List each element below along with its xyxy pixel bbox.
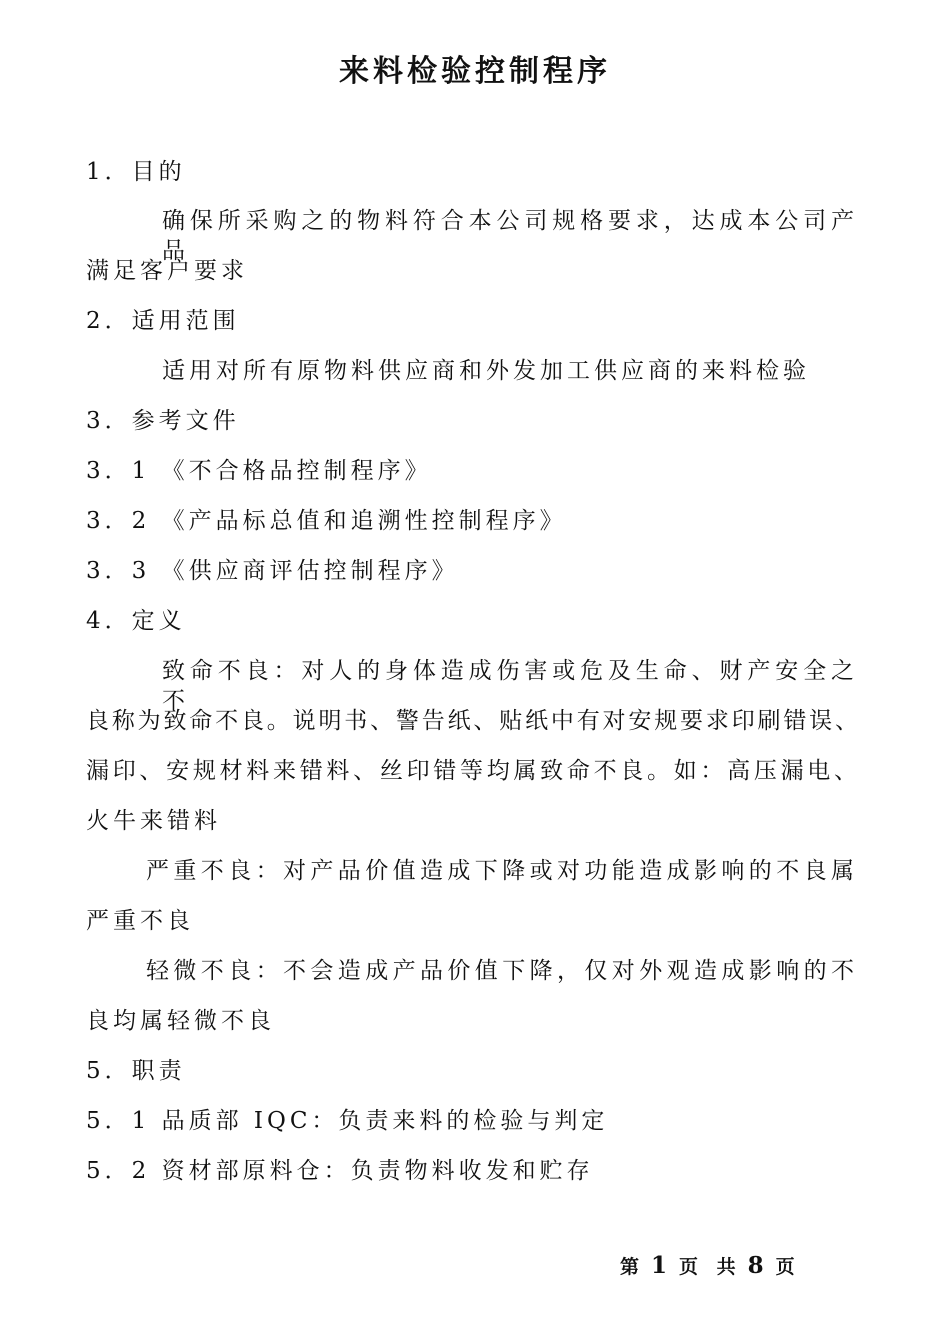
reference-item: 3．1 《不合格品控制程序》 [86, 458, 432, 484]
section-heading-responsibilities: 5．职责 [86, 1058, 186, 1084]
document-title: 来料检验控制程序 [339, 54, 611, 89]
section-heading-scope: 2．适用范围 [86, 308, 240, 334]
footer-prefix: 第 [620, 1256, 646, 1278]
paragraph-line: 确保所采购之的物料符合本公司规格要求，达成本公司产品 [162, 208, 858, 264]
paragraph-line: 适用对所有原物料供应商和外发加工供应商的来料检验 [162, 358, 810, 384]
footer-current-page: 1 [651, 1252, 674, 1279]
responsibility-item: 5．1 品质部 IQC：负责来料的检验与判定 [86, 1108, 609, 1134]
section-heading-references: 3．参考文件 [86, 408, 240, 434]
footer-middle: 页 共 [679, 1256, 742, 1278]
responsibility-item: 5．2 资材部原料仓：负责物料收发和贮存 [86, 1158, 594, 1184]
section-heading-definitions: 4．定义 [86, 608, 186, 634]
paragraph-line: 严重不良 [86, 908, 194, 934]
paragraph-line: 轻微不良：不会造成产品价值下降，仅对外观造成影响的不 [146, 958, 858, 984]
section-heading-purpose: 1．目的 [86, 159, 186, 185]
page-number-footer [620, 1252, 801, 1279]
paragraph-line: 火牛来错料 [86, 808, 221, 834]
paragraph-line: 致命不良：对人的身体造成伤害或危及生命、财产安全之不 [162, 658, 858, 714]
footer-suffix: 页 [775, 1256, 801, 1278]
paragraph-line: 严重不良：对产品价值造成下降或对功能造成影响的不良属 [146, 858, 858, 884]
reference-item: 3．3 《供应商评估控制程序》 [86, 558, 459, 584]
paragraph-line: 良均属轻微不良 [86, 1008, 275, 1034]
paragraph-line: 漏印、安规材料来错料、丝印错等均属致命不良。如：高压漏电、 [86, 758, 858, 784]
paragraph-line: 满足客户要求 [86, 258, 248, 284]
reference-item: 3．2 《产品标总值和追溯性控制程序》 [86, 508, 567, 534]
paragraph-line: 良称为致命不良。说明书、警告纸、贴纸中有对安规要求印刷错误、 [86, 708, 858, 734]
footer-total-pages: 8 [747, 1252, 770, 1279]
